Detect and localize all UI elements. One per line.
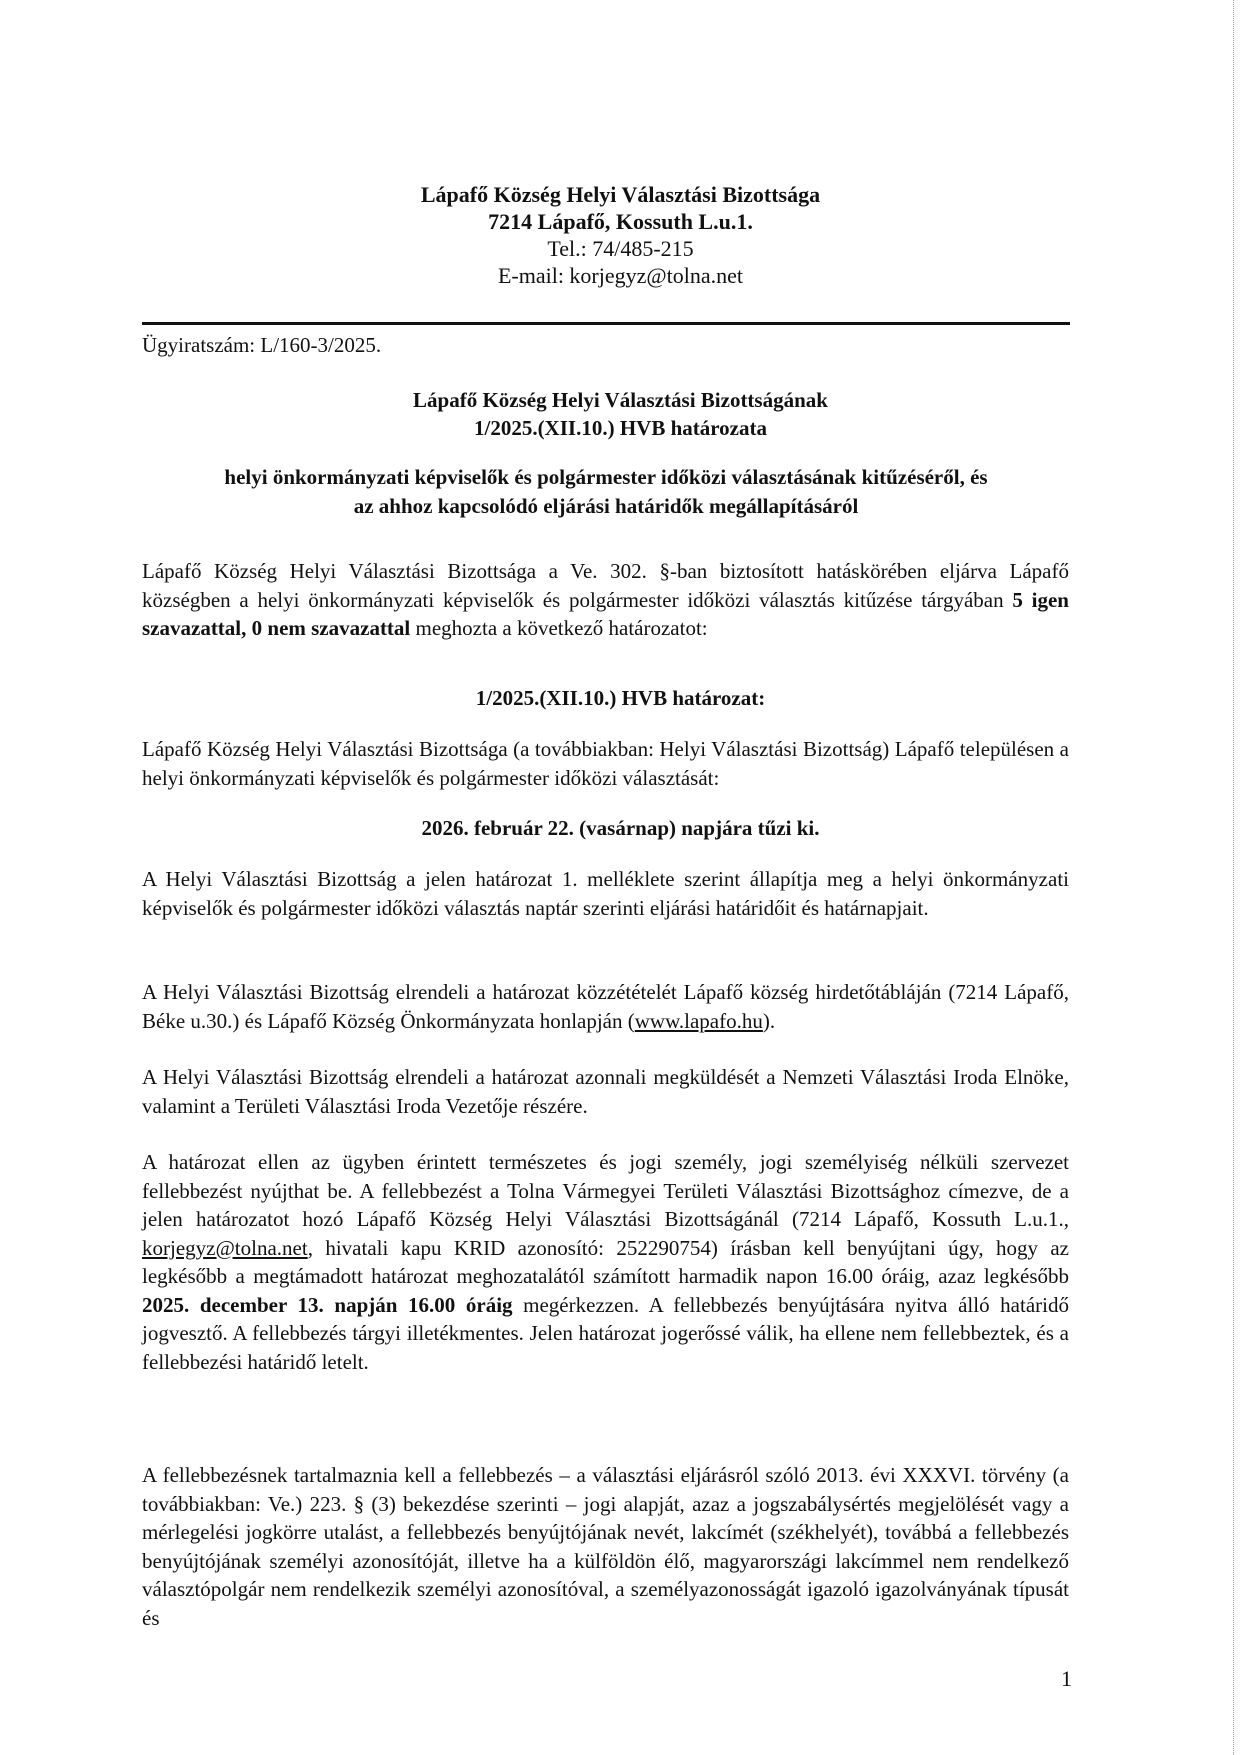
deadlines-paragraph: A Helyi Választási Bizottság a jelen határozat 1. melléklete szerint állapítja meg a helyi önkormányzati képviselők és polgármester időközi választás naptár szerinti eljárási határidőit és határnapjait. bbox=[142, 867, 1069, 920]
org-address: 7214 Lápafő, Kossuth L.u.1. bbox=[488, 209, 753, 234]
scan-edge-line bbox=[1233, 0, 1234, 1755]
title-line-1: Lápafő Község Helyi Választási Bizottságának bbox=[413, 388, 828, 412]
vote-result: 5 igen szavazattal, 0 nem szavazattal bbox=[142, 587, 1069, 640]
org-phone: Tel.: 74/485-215 bbox=[547, 236, 694, 261]
appeal-paragraph: A határozat ellen az ügyben érintett természetes és jogi személy, jogi személyiség nélküli szervezet fellebbezést nyújthat be. A fellebbezést a Tolna Vármegyei Területi Választási Bizottsághoz címezve, de a jelen határozatot hozó Lápafő Község Helyi Választási Bizottságánál (7214 Lápafő, Kossuth L.u.1., korjegyz@tolna.net, hivatali kapu KRID azonosító: 252290754) írásban kell benyújtani úgy, hogy az legkésőbb a megtámadott határozat meghozatalától számított harmadik napon 16.00 óráig, azaz legkésőbb 2025. december 13. napján 16.00 óráig megérkezzen. A fellebbezés benyújtására nyitva álló határidő jogvesztő. A fellebbezés tárgyi illetékmentes. Jelen határozat jogerőssé válik, ha ellene nem fellebbeztek, és a fellebbezési határidő letelt. bbox=[142, 1150, 1069, 1374]
subject-line-2: az ahhoz kapcsolódó eljárási határidők megállapításáról bbox=[353, 494, 859, 518]
notification-paragraph: A Helyi Választási Bizottság elrendeli a határozat azonnali megküldését a Nemzeti Választási Iroda Elnöke, valamint a Területi Választási Iroda Vezetője részére. bbox=[142, 1065, 1069, 1118]
appeal-deadline: 2025. december 13. napján 16.00 óráig bbox=[142, 1292, 513, 1317]
email-link[interactable]: korjegyz@tolna.net bbox=[142, 1235, 308, 1260]
letterhead bbox=[0, 181, 1241, 289]
publication-paragraph: A Helyi Választási Bizottság elrendeli a határozat közzétételét Lápafő község hirdetőtábláján (7214 Lápafő, Béke u.30.) és Lápafő Község Önkormányzata honlapján (www.lapafo.hu). bbox=[142, 980, 1069, 1033]
intro-paragraph: Lápafő Község Helyi Választási Bizottsága a Ve. 302. §-ban biztosított hatáskörében eljárva Lápafő községben a helyi önkormányzati képviselők és polgármester időközi választás kitűzése tárgyában 5 igen szavazattal, 0 nem szavazattal meghozta a következő határozatot: bbox=[142, 559, 1069, 640]
website-link[interactable]: www.lapafo.hu bbox=[634, 1008, 763, 1033]
org-name: Lápafő Község Helyi Választási Bizottsága bbox=[420, 182, 821, 207]
resolution-subject bbox=[142, 463, 1070, 521]
election-date: 2026. február 22. (vasárnap) napjára tűzi ki. bbox=[421, 816, 820, 840]
decision-paragraph: Lápafő Község Helyi Választási Bizottsága (a továbbiakban: Helyi Választási Bizottság) Lápafő településen a helyi önkormányzati képviselők és polgármester időközi választását: bbox=[142, 737, 1069, 790]
decision-heading: 1/2025.(XII.10.) HVB határozat: bbox=[475, 686, 766, 710]
subject-line-1: helyi önkormányzati képviselők és polgármester időközi választásának kitűzéséről, és bbox=[224, 465, 988, 489]
title-line-2: 1/2025.(XII.10.) HVB határozata bbox=[473, 416, 767, 440]
resolution-title bbox=[0, 386, 1241, 442]
org-email: E-mail: korjegyz@tolna.net bbox=[497, 263, 744, 288]
case-number: Ügyiratszám: L/160-3/2025. bbox=[142, 333, 382, 357]
page-number: 1 bbox=[1061, 1666, 1072, 1691]
appeal-content-paragraph: A fellebbezésnek tartalmaznia kell a fellebbezés – a választási eljárásról szóló 2013. évi XXXVI. törvény (a továbbiakban: Ve.) 223. § (3) bekezdése szerinti – jogi alapját, azaz a jogszabálysértés megjelölését vagy a mérlegelési jogkörre utalást, a fellebbezés benyújtójának nevét, lakcímét (székhelyét), továbbá a fellebbezés benyújtójának személyi azonosítóját, illetve ha a külföldön élő, magyarországi lakcímmel nem rendelkező választópolgár nem rendelkezik személyi azonosítóval, a személyazonosságát igazoló igazolványának típusát és bbox=[142, 1463, 1069, 1630]
header-divider bbox=[142, 322, 1070, 325]
